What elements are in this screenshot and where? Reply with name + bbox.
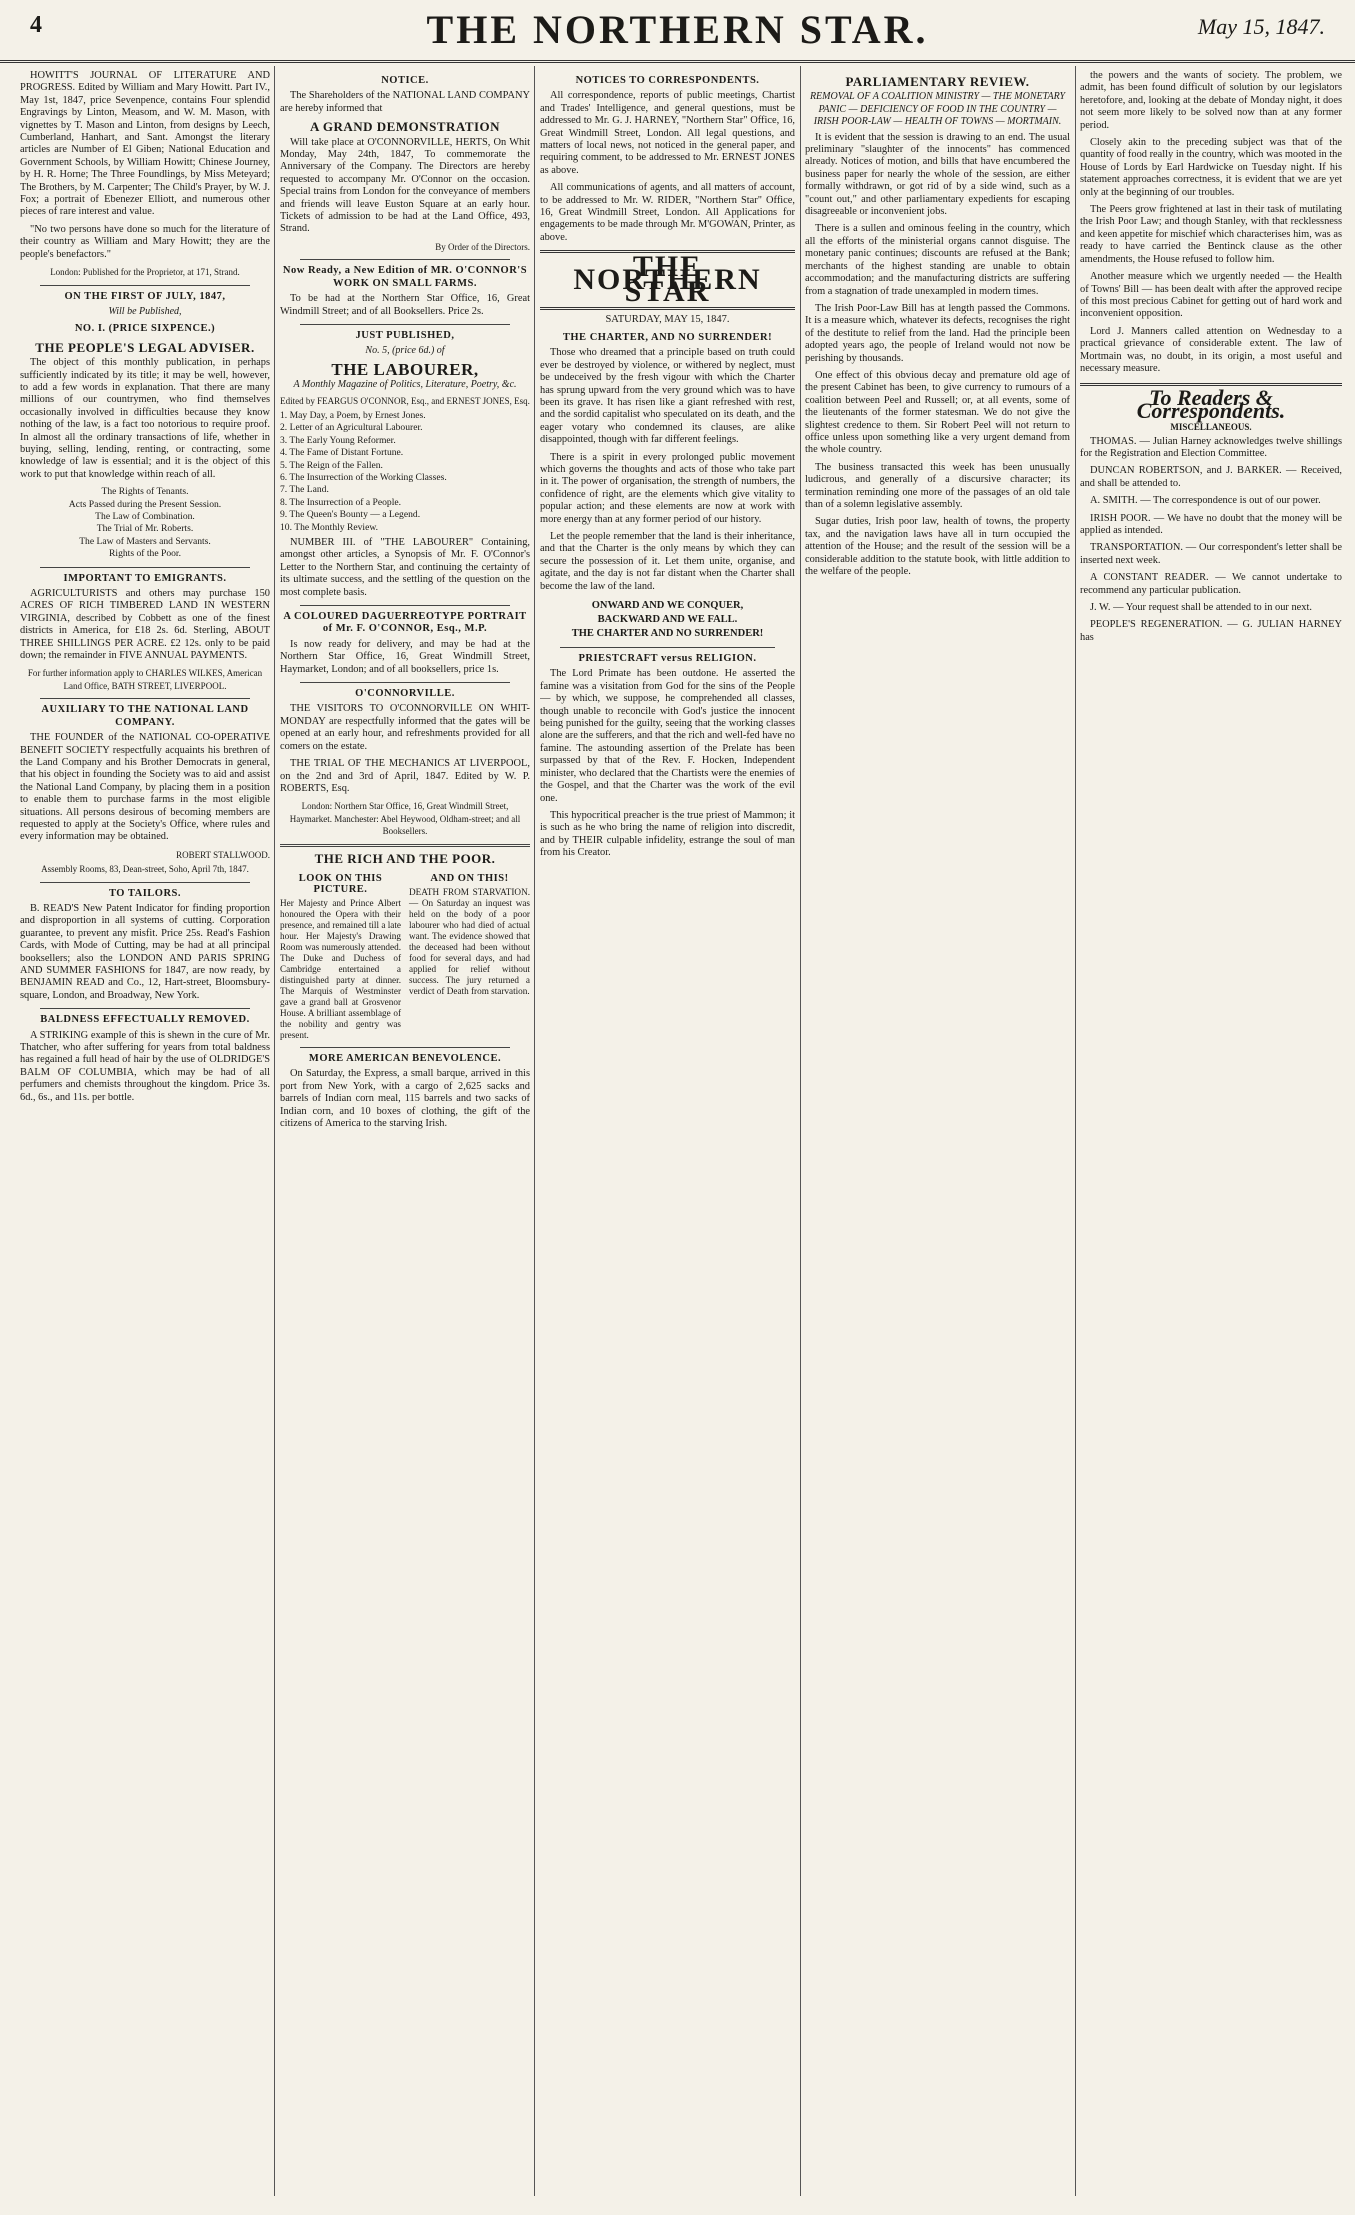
masthead bbox=[0, 0, 1355, 63]
list-item: 4. The Fame of Distant Fortune. bbox=[280, 447, 404, 459]
parliamentary-paragraph: The Irish Poor-Law Bill has at length passed the Commons. It is a measure which, whatever its defects, recognises the right of the destitute to relief from the land. Had the principle been adopted years ago, the people of Ireland would not now be perishing by thousands. bbox=[805, 302, 1070, 364]
notice-text: The Shareholders of the NATIONAL LAND COMPANY are hereby informed that bbox=[280, 90, 530, 114]
column-2 bbox=[280, 70, 530, 2190]
rich-text: Her Majesty and Prince Albert honoured the Opera with their presence, and remained till a late hour. Her Majesty's Drawing Room was numerously attended. The Duke and Duchess of Cambridge entertained a distinguished party at dinner. The Marquis of Westminster gave a grand ball at Grosvenor House. A brilliant assemblage of the nobility and gentry was present. bbox=[280, 897, 401, 1040]
slogan-line: BACKWARD AND WE FALL. bbox=[597, 614, 738, 626]
list-item: MISCELLANEOUS. bbox=[1170, 422, 1252, 433]
slogan bbox=[540, 599, 795, 641]
poor-text: DEATH FROM STARVATION. — On Saturday an inquest was held on the body of a poor labourer who had died of actual want. The evidence showed that the deceased had been without food for several days, and had applied for relief without success. The jury returned a verdict of Death from starvation. bbox=[409, 886, 530, 996]
divider bbox=[300, 682, 510, 683]
tailors-advertisement bbox=[20, 888, 270, 1003]
work-heading: Now Ready, a New Edition of MR. O'CONNOR'S WORK ON SMALL FARMS. bbox=[282, 265, 528, 289]
list-item: 1. May Day, a Poem, by Ernest Jones. bbox=[280, 409, 426, 421]
labourer-number: No. 5, (price 6d.) of bbox=[365, 345, 445, 357]
labourer-contents bbox=[280, 410, 530, 534]
legal-heading-1: ON THE FIRST OF JULY, 1847, bbox=[64, 290, 226, 302]
daguerreotype-heading: A COLOURED DAGUERREOTYPE PORTRAIT of Mr. F. O'CONNOR, Esq., M.P. bbox=[283, 611, 527, 635]
emigrants-advertisement bbox=[20, 573, 270, 693]
howitt-text: HOWITT'S JOURNAL OF LITERATURE AND PROGRESS. Edited by William and Mary Howitt. Part IV., May 1st, 1847, price Sevenpence, contains Four splendid Engravings by Linton, Measom, and W. M. Mason, with vignettes by T. Mason and Linton, from designs by Leech, Cumberland, Hanhart, and Sant. Amongst the literary articles are Number of El Giben; National Education and Government Schools, by William Howitt; Chinese Journey, by H. R. Horne; The Three Foundlings, by Miss Meteyard; The Brothers, by M. Carpenter; The Child's Prayer, by W. J. Fox; a portrait of Ebenezer Elliott, and numerous other pieces of rare interest and value. bbox=[20, 70, 270, 218]
visit-heading: O'CONNORVILLE. bbox=[355, 688, 455, 700]
rich-poor-columns bbox=[280, 868, 530, 1041]
list-item: The Law of Masters and Servants. bbox=[79, 535, 211, 547]
parliamentary-review-continued bbox=[1080, 70, 1342, 375]
column-3 bbox=[540, 70, 795, 2190]
emigrants-footer: For further information apply to CHARLES WILKES, American Land Office, BATH STREET, LIVERPOOL. bbox=[27, 668, 263, 691]
list-item: 9. The Queen's Bounty — a Legend. bbox=[280, 509, 421, 521]
priestcraft-heading: PRIESTCRAFT versus RELIGION. bbox=[578, 653, 757, 665]
list-item: A CONSTANT READER. — We cannot undertake to recommend any particular publication. bbox=[1080, 572, 1342, 596]
notices-land-text: All communications of agents, and all matters of account, to be addressed to Mr. W. RIDER, "Northern Star" Office, 16, Great Windmill Street, London. All Applications for engagements to be made through Mr. M'GOWAN, Printer, as above. bbox=[540, 182, 795, 243]
list-item: 10. The Monthly Review. bbox=[280, 521, 379, 533]
baldness-text: A STRIKING example of this is shewn in the cure of Mr. Thatcher, who after suffering for years from total baldness has regained a full head of hair by the use of OLDRIDGE'S BALM OF COLUMBIA, which may be had of all perfumers and chemists throughout the kingdom. Price 3s. 6d., 6s., and 11s. per bottle. bbox=[20, 1029, 270, 1103]
labourer-subtitle: A Monthly Magazine of Politics, Literature, Poetry, &c. bbox=[293, 379, 517, 391]
leader-paragraph: Those who dreamed that a principle based on truth could ever be destroyed by violence, or withered by neglect, must be undeceived by the fresh vigour with which the Charter has sprung upward from the very ground which was to have been its grave. It has risen like a giant refreshed with rest, and the sordid capitalist who speculated on its death, and the eager votary who condemned its clauses, are alike disappointed, though with far different feelings. bbox=[540, 347, 795, 446]
correspondents-signature: PEOPLE'S REGENERATION. — G. JULIAN HARNEY has bbox=[1080, 619, 1342, 643]
list-item: TRANSPORTATION. — Our correspondent's letter shall be inserted next week. bbox=[1080, 542, 1342, 566]
land-company-notice bbox=[280, 75, 530, 253]
correspondents-section bbox=[1080, 421, 1342, 644]
list-item: The Rights of Tenants. bbox=[101, 486, 189, 498]
leader-paragraph: Let the people remember that the land is their inheritance, and that the Charter is the only means by which they can secure the possession of it. Let them unite, organise, and agitate, and the day is not far distant when the Charter shall become the law of the land. bbox=[540, 531, 795, 592]
review-paragraph: Closely akin to the preceding subject was that of the quantity of food really in the country, which was mooted in the House of Lords by Earl Hardwicke on Tuesday night. If his statement approaches correctness, it is evident that we are yet only at the beginning of our troubles. bbox=[1080, 137, 1342, 198]
review-paragraph: Another measure which we urgently needed — the Health of Towns' Bill — has been dealt with after the approved recipe of this most precious Cabinet for getting out of hard work and inconvenient opposition. bbox=[1080, 271, 1342, 320]
divider bbox=[300, 324, 510, 325]
auxiliary-text: THE FOUNDER of the NATIONAL CO-OPERATIVE BENEFIT SOCIETY respectfully acquaints his brethren of the Land Company and his Brother Democrats in general, that his object in founding the Society was to aid and assist the National Land Company, by placing them in a position to enable them to purchase farms in the most eligible situations. All persons desirous of becoming members are requested to apply at the Society's Office, where rules and every information may be obtained. bbox=[20, 732, 270, 843]
page-number: 4 bbox=[30, 12, 42, 38]
list-item: THOMAS. — Julian Harney acknowledges twelve shillings for the Registration and Election Committee. bbox=[1080, 435, 1342, 459]
parliamentary-paragraph: The business transacted this week has been unusually ludicrous, and generally of a discursive character; its termination reminding one more of the passages of an old tale than of a solemn legislative assembly. bbox=[805, 461, 1070, 510]
auxiliary-heading: AUXILIARY TO THE NATIONAL LAND COMPANY. bbox=[41, 704, 249, 728]
divider bbox=[40, 285, 250, 286]
list-item: 7. The Land. bbox=[280, 484, 329, 496]
rich-poor-heading: THE RICH AND THE POOR. bbox=[314, 850, 496, 866]
leader-paragraph: There is a spirit in every prolonged public movement which governs the thoughts and acts of those who take part in it. The power of organisation, the strength of numbers, the confidence of right, are the elements which give vitality to popular action; and these elements are now at work with more energy than at any former period of our history. bbox=[540, 451, 795, 525]
list-item: IRISH POOR. — We have no doubt that the money will be applied as intended. bbox=[1080, 512, 1342, 536]
daguerreotype-advertisement bbox=[280, 611, 530, 676]
column-rule bbox=[274, 66, 275, 2196]
labourer-advertisement bbox=[280, 330, 530, 599]
legal-heading-2: Will be Published, bbox=[108, 305, 182, 317]
list-item: 2. Letter of an Agricultural Labourer. bbox=[280, 422, 423, 434]
american-benevolence-article bbox=[280, 1053, 530, 1130]
divider bbox=[40, 1008, 250, 1009]
parliamentary-paragraph: One effect of this obvious decay and premature old age of the present Cabinet has been, to give currency to rumours of a coalition between Peel and Russell; or, at all events, some of the lieutenants of the former statesman. We do not give the slightest credence to them. Sir Robert Peel will not return to office unless upon something like a very urgent demand from the whole country. bbox=[805, 369, 1070, 456]
divider bbox=[40, 698, 250, 699]
divider bbox=[300, 605, 510, 606]
demonstration-text: Will take place at O'CONNORVILLE, HERTS, On Whit Monday, May 24th, 1847, To commemorate the Anniversary of the Company. The Directors are hereby requested to accompany Mr. O'Connor on the occasion. Special trains from London for the conveyance of members and friends will leave Euston Square at an early hour. Tickets of admission to be had at the Land Office, 493, Strand. bbox=[280, 136, 530, 235]
howitt-note: "No two persons have done so much for the literature of their country as William and Mary Howitt; they are the people's benefactors." bbox=[20, 223, 270, 260]
divider bbox=[300, 1047, 510, 1048]
benevolence-heading: MORE AMERICAN BENEVOLENCE. bbox=[308, 1052, 502, 1064]
tailors-heading: TO TAILORS. bbox=[108, 887, 182, 899]
priestcraft-article bbox=[540, 653, 795, 860]
legal-adviser-advertisement bbox=[20, 291, 270, 561]
notices-section bbox=[540, 75, 795, 244]
divider bbox=[300, 259, 510, 260]
parliamentary-paragraph: Sugar duties, Irish poor law, health of towns, the property tax, and the navigation laws have all in turn occupied the attention of the House; and the result of the session will be a considerable addition to the statute book, with little addition to the welfare of the people. bbox=[805, 516, 1070, 578]
newspaper-title: THE NORTHERN STAR. bbox=[426, 7, 929, 52]
notices-text: All correspondence, reports of public meetings, Chartist and Trades' Intelligence, and general questions, must be addressed to Mr. G. J. HARNEY, "Northern Star" Office, 16, Great Windmill Street, London. All legal questions, and matters of local news, not noticed in the general paper, and requiring comment, to be addressed to Mr. ERNEST JONES as above. bbox=[540, 90, 795, 176]
auxiliary-signature: ROBERT STALLWOOD. bbox=[176, 849, 270, 860]
slogan-line: THE CHARTER AND NO SURRENDER! bbox=[571, 628, 764, 640]
list-item: The Trial of Mr. Roberts. bbox=[96, 523, 194, 535]
notices-heading: NOTICES TO CORRESPONDENTS. bbox=[575, 75, 760, 86]
list-item: J. W. — Your request shall be attended to in our next. bbox=[1090, 602, 1312, 614]
correspondents-heading: To Readers & Correspondents. bbox=[1080, 383, 1342, 417]
tailors-text: B. READ'S New Patent Indicator for finding proportion and disproportion in all systems of cutting. Corporation guarantee, to prevent any misfit. Price 25s. Read's Fashion Cards, with Mode of Cutting, may be had at all principal booksellers; also the LONDON AND PARIS SPRING AND SUMMER FASHIONS for 1847, are now ready, by BENJAMIN READ and Co., 12, Hart-street, Bloomsbury-square, London, and Broadway, New York. bbox=[20, 902, 270, 1001]
editorial-date: SATURDAY, MAY 15, 1847. bbox=[605, 313, 730, 325]
column-rule bbox=[534, 66, 535, 2196]
trial-footer: London: Northern Star Office, 16, Great Windmill Street, Haymarket. Manchester: Abel Heywood, Oldham-street; and all Booksellers. bbox=[289, 801, 521, 837]
list-item: 5. The Reign of the Fallen. bbox=[280, 459, 383, 471]
parliamentary-paragraph: It is evident that the session is drawing to an end. The usual preliminary "slaughter of the innocents" has commenced already. Notices of motion, and bills that have encumbered the business paper for nearly the whole of the session, are either formally withdrawn, or got rid of by a side wind, such as a "count out," and other parliamentary expedients for escaping disagreeable or inconvenient jobs. bbox=[805, 131, 1070, 218]
list-item: 6. The Insurrection of the Working Classes. bbox=[280, 471, 447, 483]
howitt-advertisement bbox=[20, 70, 270, 279]
small-farms-advertisement bbox=[280, 265, 530, 318]
list-item: 3. The Early Young Reformer. bbox=[280, 434, 396, 446]
list-item: Rights of the Poor. bbox=[109, 548, 181, 560]
priestcraft-text: The Lord Primate has been outdone. He asserted the famine was a visitation from God for the sins of the People — by which, we suppose, he comprehended all classes, though unable to reconcile with God's justice the innocent being punished for the guilty, seeing that the working classes alone are the sufferers, and that the rich and well-fed have no famine. The astounding assertion of the Prelate has been surpassed by that of the Rev. F. Hocken, Independent minister, who declared that the Chartists were the enemies of the Gospel, and that the Charter was the work of the evil one. bbox=[540, 668, 795, 804]
howitt-footer: London: Published for the Proprietor, at 171, Strand. bbox=[50, 267, 240, 278]
divider bbox=[40, 567, 250, 568]
poor-column bbox=[409, 868, 530, 1041]
priestcraft-end: This hypocritical preacher is the true priest of Mammon; it is such as he who bring the name of religion into discredit, and by THEIR culpable infidelity, estrange the soul of man from his Creator. bbox=[540, 809, 795, 859]
benevolence-text: On Saturday, the Express, a small barque, arrived in this port from New York, with a cargo of 2,625 sacks and barrels of Indian corn meal, 115 barrels and two sacks of Indian corn, and 10 boxes of clothing, the gift of the citizens of America to the starving Irish. bbox=[280, 1068, 530, 1129]
review-paragraph: The Peers grow frightened at last in their task of mutilating the Irish Poor Law; and though Stanley, with that recklessness and keen appetite for mischief which characterises him, was as ready to have carried the Bentinck clause as the other amendments, the House refused to follow him. bbox=[1080, 204, 1342, 265]
divider bbox=[40, 882, 250, 883]
legal-heading-4: THE PEOPLE'S LEGAL ADVISER. bbox=[35, 339, 255, 355]
oconnorville-notice bbox=[280, 688, 530, 837]
baldness-advertisement bbox=[20, 1014, 270, 1104]
labourer-note: NUMBER III. of "THE LABOURER" Containing, amongst other articles, a Synopsis of Mr. F. O'Connor's Letter to the Northern Star, and continuing the certainty of its ultimate success, and the settling of the question on the most complete basis. bbox=[280, 537, 530, 598]
review-paragraph: Lord J. Manners called attention on Wednesday to a practical grievance of considerable extent. The law of Mortmain was, no doubt, in its origin, a most useful and necessary measure. bbox=[1080, 325, 1342, 374]
emigrants-text: AGRICULTURISTS and others may purchase 150 ACRES OF RICH TIMBERED LAND IN WESTERN VIRGINIA, described by Cobbett as one of the finest districts in America, for £18 2s. 6d. Sterling, ABOUT THREE SHILLINGS PER ACRE. £2 12s. only to be paid down; the remainder in FIVE ANNUAL PAYMENTS. bbox=[20, 588, 270, 662]
legal-heading-3: NO. I. (PRICE SIXPENCE.) bbox=[74, 323, 216, 335]
list-item: Acts Passed during the Present Session. bbox=[68, 498, 222, 510]
leader-heading: THE CHARTER, AND NO SURRENDER! bbox=[562, 331, 773, 343]
labourer-heading: JUST PUBLISHED, bbox=[355, 329, 455, 341]
column-5 bbox=[1080, 70, 1342, 2190]
parliamentary-subheading: REMOVAL OF A COALITION MINISTRY — THE MONETARY PANIC — DEFICIENCY OF FOOD IN THE COUNTRY — IRISH POOR-LAW — HEALTH OF TOWNS — MORTMAIN. bbox=[809, 91, 1066, 128]
parliamentary-heading: PARLIAMENTARY REVIEW. bbox=[845, 74, 1030, 89]
rich-heading: LOOK ON THIS PICTURE. bbox=[298, 872, 383, 895]
list-item: DUNCAN ROBERTSON, and J. BARKER. — Received, and shall be attended to. bbox=[1080, 465, 1342, 489]
issue-date: May 15, 1847. bbox=[1197, 14, 1325, 39]
visit-text: THE VISITORS TO O'CONNORVILLE ON WHIT-MONDAY are respectfully informed that the gates will be opened at an early hour, and refreshments provided for all comers on the estate. bbox=[280, 703, 530, 752]
column-rule bbox=[800, 66, 801, 2196]
legal-text: The object of this monthly publication, in perhaps sufficiently indicated by its title; it may be well, however, to add a few words in explanation. That there are many millions of our countrymen, who find themselves occasionally involved in difficulties because they know nothing of the law, is a fact too notorious to require proof. In almost all the ordinary transactions of life, whether in buying, selling, lending, renting, or contracting, some knowledge of law is essential; and it is the object of this work to put that knowledge within reach of all. bbox=[20, 357, 270, 480]
parliamentary-paragraph: There is a sullen and ominous feeling in the country, which all the efforts of the ministerial organs cannot disguise. The monetary panic continues; discounts are refused at the Bank; merchants of the highest standing are unable to obtain accommodation; and the manufacturing districts are suffering from a stagnation of trade unexampled in modern times. bbox=[805, 223, 1070, 297]
divider bbox=[280, 844, 530, 847]
auxiliary-address: Assembly Rooms, 83, Dean-street, Soho, April 7th, 1847. bbox=[41, 864, 249, 875]
list-item: The Law of Combination. bbox=[95, 511, 195, 522]
slogan-line: ONWARD AND WE CONQUER, bbox=[591, 600, 744, 612]
trial-text: THE TRIAL OF THE MECHANICS AT LIVERPOOL, on the 2nd and 3rd of April, 1847. Edited by W. P. ROBERTS, Esq. bbox=[280, 758, 530, 794]
daguerreotype-text: Is now ready for delivery, and may be had at the Northern Star Office, 16, Great Windmill Street, Haymarket, London; and of all booksellers, price 1s. bbox=[280, 638, 530, 675]
notice-signature: By Order of the Directors. bbox=[435, 241, 530, 252]
baldness-heading: BALDNESS EFFECTUALLY REMOVED. bbox=[40, 1014, 250, 1026]
column-4 bbox=[805, 70, 1070, 2190]
column-1 bbox=[20, 70, 270, 2190]
column-rule bbox=[1075, 66, 1076, 2196]
review-paragraph: the powers and the wants of society. The problem, we admit, has been found difficult of solution by our legislators heretofore, and, looking at the debate of Monday night, it does not seem more likely to be solved now than at any former period. bbox=[1080, 70, 1342, 131]
leader-article bbox=[540, 332, 795, 641]
emigrants-heading: IMPORTANT TO EMIGRANTS. bbox=[63, 572, 227, 584]
work-text: To be had at the Northern Star Office, 16, Great Windmill Street; and of all Booksellers. Price 2s. bbox=[280, 293, 530, 317]
list-item: 8. The Insurrection of a People. bbox=[280, 496, 402, 508]
list-item: A. SMITH. — The correspondence is out of our power. bbox=[1090, 495, 1321, 507]
notice-heading: NOTICE. bbox=[381, 75, 429, 86]
parliamentary-review bbox=[805, 76, 1070, 578]
demonstration-heading: A GRAND DEMONSTRATION bbox=[309, 119, 501, 135]
labourer-title: THE LABOURER, bbox=[331, 359, 479, 379]
poor-heading: AND ON THIS! bbox=[430, 872, 509, 884]
labourer-editors: Edited by FEARGUS O'CONNOR, Esq., and ERNEST JONES, Esq. bbox=[280, 395, 530, 406]
auxiliary-advertisement bbox=[20, 704, 270, 875]
rich-column bbox=[280, 868, 401, 1041]
divider bbox=[560, 647, 775, 648]
legal-topics-list bbox=[20, 486, 270, 560]
rich-and-poor-article bbox=[280, 850, 530, 1041]
editorial-masthead: THE NORTHERN STAR bbox=[540, 250, 795, 309]
